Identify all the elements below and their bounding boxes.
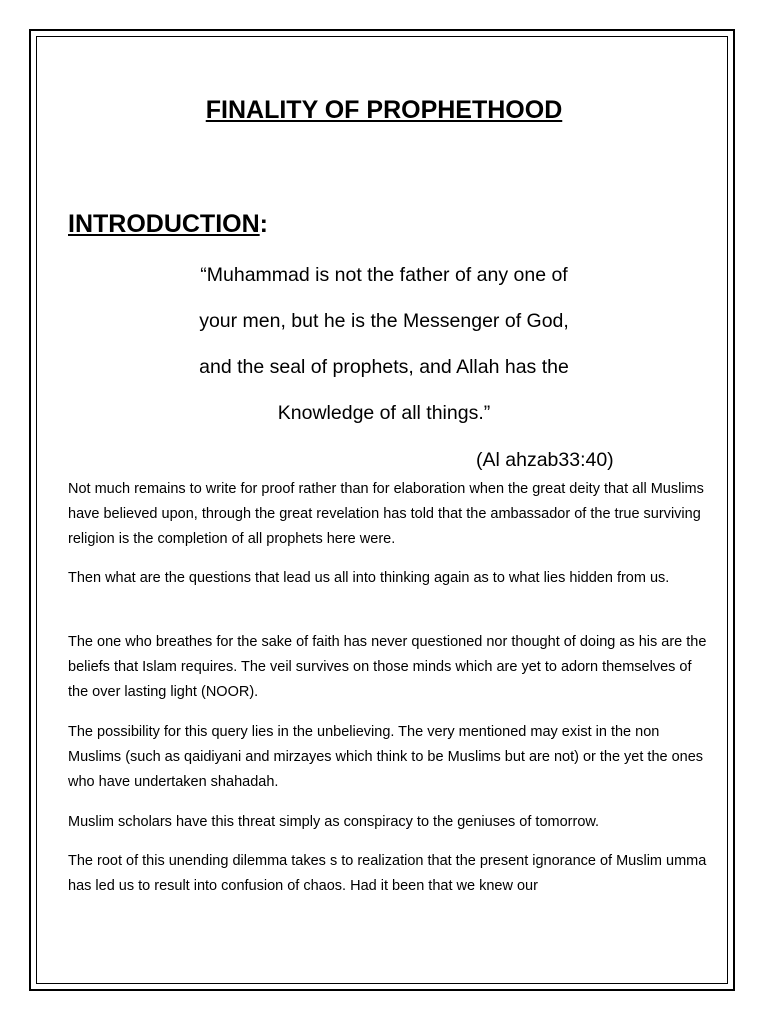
body-paragraph: The one who breathes for the sake of faith has never questioned nor thought of doing as his are the beliefs that Islam requires. The veil survives on those minds which are yet to adorn themselves of the over lasting light (NOOR).	[68, 634, 707, 700]
body-paragraph: Not much remains to write for proof rather than for elaboration when the great deity that all Muslims have believed upon, through the great revelation has told that the ambassador of the true surviving religion is the completion of all prophets here were.	[68, 481, 704, 547]
section-heading-colon: :	[259, 210, 268, 238]
section-heading-text: INTRODUCTION	[68, 210, 260, 238]
quote-citation: (Al ahzab33:40)	[476, 449, 614, 471]
quote-line: Knowledge of all things.”	[277, 402, 491, 424]
body-paragraph: Then what are the questions that lead us all into thinking again as to what lies hidden from us.	[68, 570, 670, 586]
quote-line: and the seal of prophets, and Allah has the	[199, 356, 569, 378]
quote-line: your men, but he is the Messenger of God,	[199, 310, 569, 332]
body-paragraph: The possibility for this query lies in the unbelieving. The very mentioned may exist in the non Muslims (such as qaidiyani and mirzayes which think to be Muslims but are not) or the yet the ones who have undertaken shahadah.	[68, 724, 704, 790]
section-heading	[68, 210, 268, 239]
quote-line: “Muhammad is not the father of any one of	[200, 264, 568, 286]
body-paragraph: Muslim scholars have this threat simply as conspiracy to the geniuses of tomorrow.	[68, 814, 600, 830]
body-paragraph: The root of this unending dilemma takes s to realization that the present ignorance of Muslim umma has led us to result into confusion of chaos. Had it been that we knew our	[68, 853, 707, 894]
document-title: FINALITY OF PROPHETHOOD	[205, 96, 563, 124]
